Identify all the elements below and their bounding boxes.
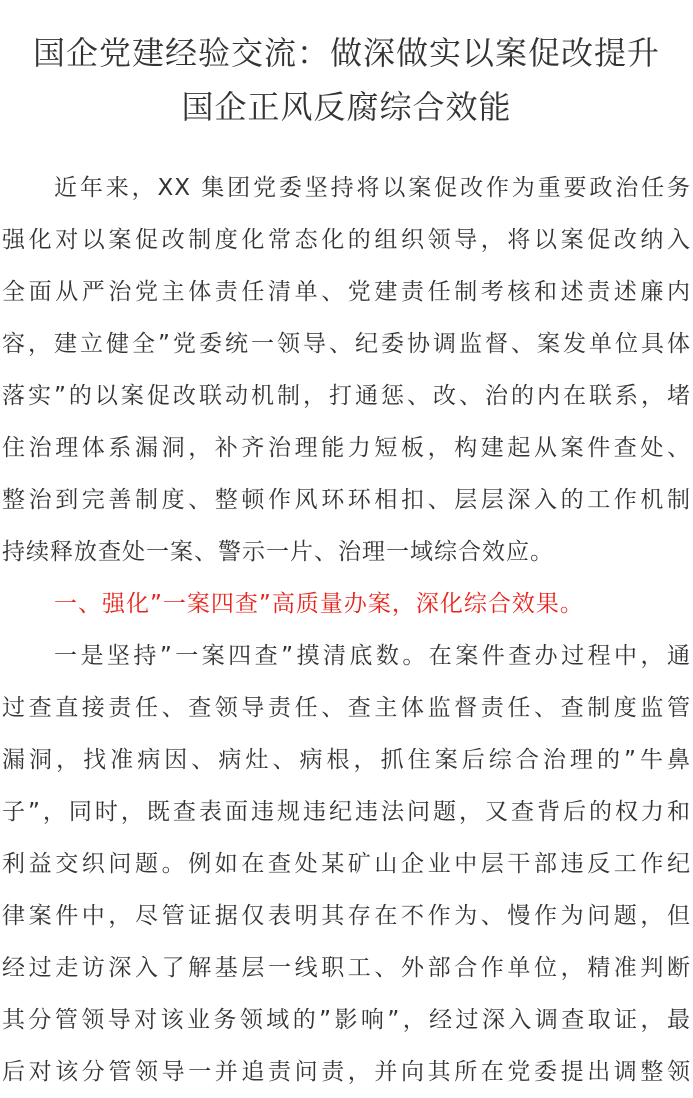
text-line: 整治到完善制度、整顿作风环环相扣、层层深入的工作机制: [2, 487, 691, 513]
text-line: 子”，同时，既查表面违规违纪违法问题，又查背后的权力和: [2, 799, 691, 825]
title-line-1: 国企党建经验交流：做深做实以案促改提升: [32, 34, 660, 72]
text-line: 持续释放查处一案、警示一片、治理一域综合效应。: [2, 539, 554, 565]
text-line: 近年来，XX 集团党委坚持将以案促改作为重要政治任务: [54, 175, 691, 201]
text-line: 经过走访深入了解基层一线职工、外部合作单位，精准判断: [2, 955, 691, 981]
text-line: 其分管领导对该业务领域的”影响”，经过深入调查取证，最: [2, 1007, 691, 1033]
paragraph-section-1: [2, 630, 691, 1098]
text-line: 漏洞，找准病因、病灶、病根，抓住案后综合治理的”牛鼻: [2, 747, 691, 773]
text-line: 后对该分管领导一并追责问责，并向其所在党委提出调整领: [2, 1059, 691, 1085]
section-heading-text: 一、强化”一案四查”高质量办案，深化综合效果。: [54, 591, 584, 617]
text-line: 落实”的以案促改联动机制，打通惩、改、治的内在联系，堵: [2, 383, 691, 409]
text-line: 住治理体系漏洞，补齐治理能力短板，构建起从案件查处、: [2, 435, 691, 461]
title-line-2: 国企正风反腐综合效能: [181, 88, 512, 126]
article-body: [2, 162, 691, 1098]
text-line: 容，建立健全”党委统一领导、纪委协调监督、案发单位具体: [2, 331, 691, 357]
text-line: 强化对以案促改制度化常态化的组织领导，将以案促改纳入: [2, 227, 691, 253]
text-line: 一是坚持”一案四查”摸清底数。在案件查办过程中，通: [54, 643, 691, 669]
section-heading-1: [2, 578, 691, 630]
article-title: [2, 26, 691, 134]
text-line: 利益交织问题。例如在查处某矿山企业中层干部违反工作纪: [2, 851, 691, 877]
paragraph-intro: [2, 162, 691, 578]
text-line: 全面从严治党主体责任清单、党建责任制考核和述责述廉内: [2, 279, 691, 305]
text-line: 律案件中，尽管证据仅表明其存在不作为、慢作为问题，但: [2, 903, 691, 929]
text-line: 过查直接责任、查领导责任、查主体监督责任、查制度监管: [2, 695, 691, 721]
